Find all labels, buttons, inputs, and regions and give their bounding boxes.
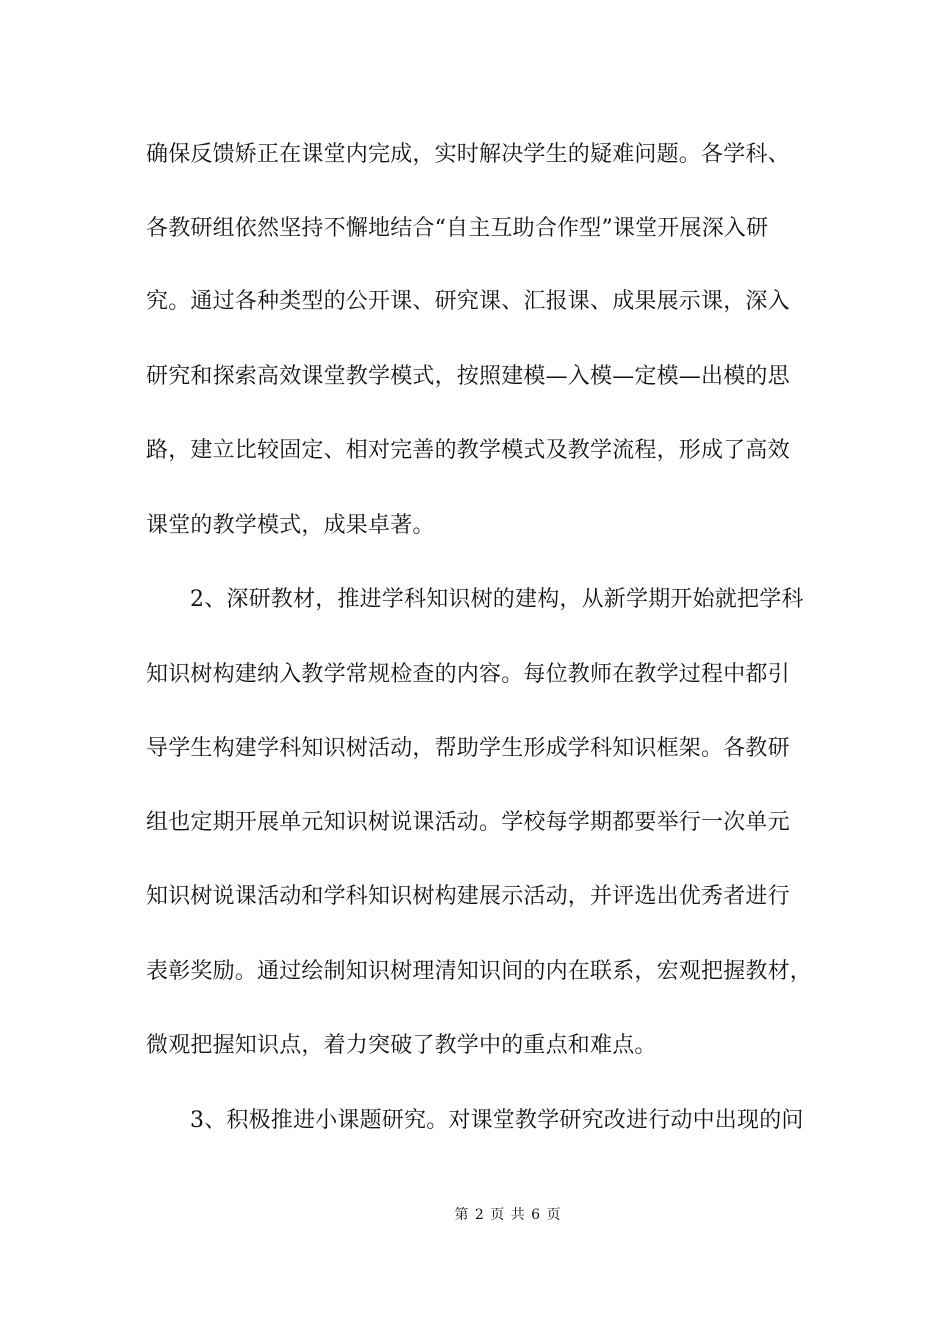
page-footer xyxy=(0,1205,950,1225)
text-line: 知识树说课活动和学科知识树构建展示活动，并评选出优秀者进行 xyxy=(146,884,790,909)
text-line: 导学生构建学科知识树活动，帮助学生形成学科知识框架。各教研 xyxy=(146,736,790,761)
text-line: 究。通过各种类型的公开课、研究课、汇报课、成果展示课，深入 xyxy=(146,289,790,314)
text-line: 课堂的教学模式，成果卓著。 xyxy=(146,513,435,538)
text-line: 路，建立比较固定、相对完善的教学模式及教学流程，形成了高效 xyxy=(146,438,790,463)
text-line: 各教研组依然坚持不懈地结合“自主互助合作型”课堂开展深入研 xyxy=(146,216,769,241)
page-number-label: 第 2 页 共 6 页 xyxy=(454,1207,562,1223)
text-line: 微观把握知识点，着力突破了教学中的重点和难点。 xyxy=(146,1033,657,1058)
text-line: 3、积极推进小课题研究。对课堂教学研究改进行动中出现的问 xyxy=(190,1108,804,1133)
text-line: 研究和探索高效课堂教学模式，按照建模—入模—定模—出模的思 xyxy=(146,364,790,389)
text-line: 确保反馈矫正在课堂内完成，实时解决学生的疑难问题。各学科、 xyxy=(146,142,790,167)
text-line: 组也定期开展单元知识树说课活动。学校每学期都要举行一次单元 xyxy=(146,810,790,835)
text-line: 2、深研教材，推进学科知识树的建构，从新学期开始就把学科 xyxy=(190,587,804,612)
text-line: 表彰奖励。通过绘制知识树理清知识间的内在联系，宏观把握教材， xyxy=(146,959,813,984)
text-line: 知识树构建纳入教学常规检查的内容。每位教师在教学过程中都引 xyxy=(146,662,790,687)
